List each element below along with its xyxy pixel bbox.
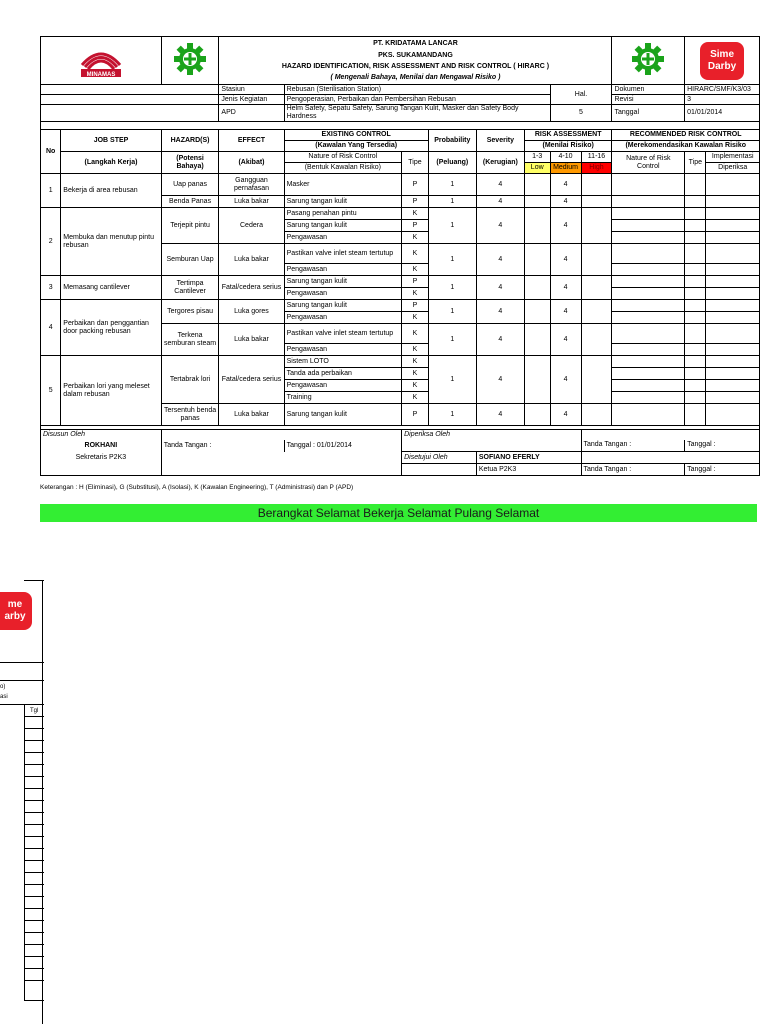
row-control: Pasang penahan pintu [284, 208, 402, 220]
stasiun-label: Stasiun [219, 85, 284, 95]
row-tipe: K [402, 356, 429, 368]
row-probability: 1 [428, 244, 476, 276]
fragment-row-line [24, 776, 44, 777]
col-diperiksa: Diperiksa [706, 163, 760, 174]
row-severity: 4 [476, 244, 524, 276]
row-control: Sistem LOTO [284, 356, 402, 368]
row-risk: 4 [550, 208, 581, 244]
col-rec-tipe: Tipe [685, 152, 706, 174]
diperiksa-label: Diperiksa Oleh [402, 430, 581, 440]
range-low: 1-3 [524, 152, 550, 163]
col-effect-sub: (Akibat) [219, 152, 284, 174]
row-severity: 4 [476, 324, 524, 356]
row-no: 5 [41, 356, 61, 426]
col-severity: Severity [476, 130, 524, 152]
row-control: Sarung tangan kulit [284, 220, 402, 232]
fragment-row-line [24, 896, 44, 897]
row-effect: Luka bakar [219, 324, 284, 356]
row-hazard: Terkena semburan steam [161, 324, 219, 356]
sime-darby-logo [700, 42, 744, 80]
row-risk: 4 [550, 300, 581, 324]
row-control: Pastikan valve inlet steam tertutup [284, 244, 402, 264]
company-name: PT. KRIDATAMA LANCAR [219, 37, 612, 52]
dokumen-value: HIRARC/SMF/K3/03 [685, 85, 760, 95]
tanggal-value: 01/01/2014 [685, 105, 760, 122]
form-title: HAZARD IDENTIFICATION, RISK ASSESSMENT AND RISK CONTROL ( HIRARC ) [281, 63, 550, 71]
apd-label: APD [219, 105, 284, 122]
hirarc-form [40, 36, 760, 476]
row-severity: 4 [476, 208, 524, 244]
disetujui-role: Ketua P2K3 [476, 464, 581, 476]
fragment-row-line [24, 824, 44, 825]
row-control: Pengawasan [284, 232, 402, 244]
fragment-row-line [24, 836, 44, 837]
row-severity: 4 [476, 276, 524, 300]
level-medium: Medium [550, 163, 581, 174]
tanggal-1: Tanggal : 01/01/2014 [284, 440, 402, 452]
sime-darby-logo-partial [0, 592, 32, 630]
info-spacer [41, 105, 219, 122]
fragment-row-line [24, 740, 44, 741]
col-probability: Probability [428, 130, 476, 152]
row-control: Pengawasan [284, 264, 402, 276]
row-no: 1 [41, 174, 61, 208]
row-job-step: Perbaikan dan penggantian door packing rebusan [61, 300, 161, 356]
col-tipe: Tipe [402, 152, 429, 174]
tanggal-label: Tanggal [612, 105, 685, 122]
row-risk: 4 [550, 276, 581, 300]
row-hazard: Tergores pisau [161, 300, 219, 324]
row-tipe: P [402, 174, 429, 196]
fragment-row-line [24, 968, 44, 969]
col-recommended-sub: (Merekomendasikan Kawalan Risiko [612, 141, 760, 152]
row-probability: 1 [428, 208, 476, 244]
row-job-step: Memasang cantilever [61, 276, 161, 300]
col-existing-sub: (Kawalan Yang Tersedia) [284, 141, 428, 152]
col-job-step-sub: (Langkah Kerja) [61, 152, 161, 174]
col-job-step: JOB STEP [61, 130, 161, 152]
disetujui-label: Disetujui Oleh [402, 452, 477, 464]
fragment-row-line [24, 956, 44, 957]
sime-darby-logo-text-1: Sime [710, 48, 735, 60]
row-tipe: K [402, 312, 429, 324]
row-risk: 4 [550, 404, 581, 426]
row-tipe: K [402, 288, 429, 300]
fragment-row-line [24, 920, 44, 921]
row-no: 3 [41, 276, 61, 300]
row-severity: 4 [476, 196, 524, 208]
col-implementasi: Implementasi [706, 152, 760, 163]
sime-darby-logo-partial-text-2: arby [4, 611, 26, 622]
fragment-row-line [24, 752, 44, 753]
fragment-row-line [24, 860, 44, 861]
row-hazard: Tertimpa Cantilever [161, 276, 219, 300]
row-tipe: K [402, 232, 429, 244]
row-probability: 1 [428, 196, 476, 208]
col-risk-sub: (Menilai Risiko) [524, 141, 612, 152]
row-tipe: P [402, 276, 429, 288]
fragment-row-line [24, 788, 44, 789]
row-control: Pengawasan [284, 344, 402, 356]
minamas-logo [78, 37, 124, 81]
kegiatan-value: Pengoperasian, Perbaikan dan Pembersihan Rebusan [284, 95, 550, 105]
row-hazard: Benda Panas [161, 196, 219, 208]
fragment-row-line [24, 800, 44, 801]
fragment-row-line [24, 728, 44, 729]
sime-darby-logo-partial-text-1: me [7, 599, 23, 610]
col-effect: EFFECT [219, 130, 284, 152]
row-risk: 4 [550, 356, 581, 404]
row-hazard: Uap panas [161, 174, 219, 196]
disetujui-name: SOFIANO EFERLY [476, 452, 581, 464]
row-tipe: K [402, 380, 429, 392]
row-job-step: Bekerja di area rebusan [61, 174, 161, 208]
row-tipe: K [402, 324, 429, 344]
fragment-text-a: o) [0, 684, 6, 690]
row-effect: Luka bakar [219, 196, 284, 208]
row-risk: 4 [550, 196, 581, 208]
row-effect: Gangguan pernafasan [219, 174, 284, 196]
row-control: Pengawasan [284, 312, 402, 324]
col-nature: Nature of Risk Control [284, 152, 402, 163]
fragment-text-b: asi [0, 694, 8, 700]
range-high: 11-16 [581, 152, 612, 163]
row-risk: 4 [550, 244, 581, 276]
row-control: Masker [284, 174, 402, 196]
row-probability: 1 [428, 324, 476, 356]
row-control: Pastikan valve inlet steam tertutup [284, 324, 402, 344]
stasiun-value: Rebusan (Sterilisation Station) [284, 85, 550, 95]
row-control: Sarung tangan kulit [284, 196, 402, 208]
row-control: Tanda ada perbaikan [284, 368, 402, 380]
col-nature-sub: (Bentuk Kawalan Risiko) [284, 163, 402, 174]
mill-name: PKS. SUKAMANDANG [378, 52, 453, 60]
revisi-label: Revisi [612, 95, 685, 105]
row-tipe: P [402, 404, 429, 426]
info-spacer [41, 85, 219, 95]
fragment-row-line [24, 872, 44, 873]
row-job-step: Membuka dan menutup pintu rebusan [61, 208, 161, 276]
fragment-row-line [24, 932, 44, 933]
row-probability: 1 [428, 300, 476, 324]
row-control: Sarung tangan kulit [284, 404, 402, 426]
dokumen-label: Dokumen [612, 85, 685, 95]
disusun-name: ROKHANI [41, 440, 162, 452]
row-effect: Luka bakar [219, 404, 284, 426]
row-tipe: K [402, 208, 429, 220]
row-severity: 4 [476, 404, 524, 426]
row-hazard: Semburan Uap [161, 244, 219, 276]
tanda-tangan-3: Tanda Tangan : [581, 464, 685, 476]
row-tipe: K [402, 264, 429, 276]
info-spacer [41, 95, 219, 105]
row-hazard: Tersentuh benda panas [161, 404, 219, 426]
safety-gear-icon [631, 42, 665, 76]
row-tipe: K [402, 368, 429, 380]
row-tipe: K [402, 244, 429, 264]
disusun-role: Sekretaris P2K3 [41, 452, 162, 464]
fragment-row-line [24, 980, 44, 981]
kegiatan-label: Jenis Kegiatan [219, 95, 284, 105]
row-risk: 4 [550, 174, 581, 196]
range-medium: 4-10 [550, 152, 581, 163]
row-tipe: P [402, 300, 429, 312]
disusun-label: Disusun Oleh [41, 430, 162, 440]
row-tipe: P [402, 196, 429, 208]
level-high: High [581, 163, 612, 174]
fragment-row-line [24, 812, 44, 813]
row-severity: 4 [476, 174, 524, 196]
hal-label: Hal. [550, 85, 612, 105]
fragment-row-line [24, 944, 44, 945]
revisi-value: 3 [685, 95, 760, 105]
tanda-tangan-2: Tanda Tangan : [581, 440, 685, 452]
level-low: Low [524, 163, 550, 174]
fragment-row-line [24, 764, 44, 765]
row-probability: 1 [428, 356, 476, 404]
row-probability: 1 [428, 404, 476, 426]
row-effect: Fatal/cedera serius [219, 356, 284, 404]
row-tipe: P [402, 220, 429, 232]
row-severity: 4 [476, 300, 524, 324]
row-control: Training [284, 392, 402, 404]
gear-logo-right-cell [612, 37, 685, 85]
row-effect: Cedera [219, 208, 284, 244]
tanggal-2: Tanggal : [685, 440, 760, 452]
col-existing-control: EXISTING CONTROL [284, 130, 428, 141]
sime-darby-logo-cell [685, 37, 760, 85]
minamas-logo-cell [41, 37, 162, 85]
col-probability-sub: (Peluang) [428, 152, 476, 174]
row-severity: 4 [476, 356, 524, 404]
minamas-logo-text: MINAMAS [86, 72, 116, 78]
col-hazard-sub: (Potensi Bahaya) [161, 152, 219, 174]
safety-gear-icon [173, 42, 207, 76]
fragment-row-line [24, 884, 44, 885]
row-control: Pengawasan [284, 288, 402, 300]
hal-value: 5 [550, 105, 612, 122]
row-control: Sarung tangan kulit [284, 276, 402, 288]
row-job-step: Perbaikan lori yang meleset dalam rebusan [61, 356, 161, 426]
row-probability: 1 [428, 276, 476, 300]
row-effect: Luka gores [219, 300, 284, 324]
row-no: 4 [41, 300, 61, 356]
row-probability: 1 [428, 174, 476, 196]
row-effect: Fatal/cedera serius [219, 276, 284, 300]
col-risk-assessment: RISK ASSESSMENT [524, 130, 612, 141]
form-subtitle: ( Mengenali Bahaya, Menilai dan Mengawal Risiko ) [219, 73, 612, 85]
keterangan-note: Keterangan : H (Eliminasi), G (Substitusi), A (Isolasi), K (Kawalan Engineering), T (Administrasi) dan P (APD) [40, 484, 354, 491]
col-recommended-control: RECOMMENDED RISK CONTROL [612, 130, 760, 141]
row-risk: 4 [550, 324, 581, 356]
tanggal-3: Tanggal : [685, 464, 760, 476]
row-hazard: Terjepit pintu [161, 208, 219, 244]
row-control: Sarung tangan kulit [284, 300, 402, 312]
col-rec-nature: Nature of Risk Control [612, 152, 685, 174]
fragment-text-c: Tgl [30, 708, 39, 714]
row-tipe: K [402, 344, 429, 356]
apd-value: Helm Safety, Sepatu Safety, Sarung Tangan Kulit, Masker dan Safety Body Hardness [284, 105, 550, 122]
row-effect: Luka bakar [219, 244, 284, 276]
sime-darby-logo-text-2: Darby [707, 60, 737, 72]
row-hazard: Tertabrak lori [161, 356, 219, 404]
second-page-fragment [0, 580, 44, 1024]
row-control: Pengawasan [284, 380, 402, 392]
fragment-row-line [24, 848, 44, 849]
spacer-row [41, 122, 760, 130]
row-tipe: K [402, 392, 429, 404]
row-no: 2 [41, 208, 61, 276]
gear-logo-left-cell [161, 37, 219, 85]
fragment-row-line [24, 716, 44, 717]
safety-slogan-banner: Berangkat Selamat Bekerja Selamat Pulang Selamat [40, 504, 757, 522]
col-hazard: HAZARD(S) [161, 130, 219, 152]
fragment-row-line [24, 908, 44, 909]
col-severity-sub: (Kerugian) [476, 152, 524, 174]
col-no: No [41, 130, 61, 174]
tanda-tangan-1: Tanda Tangan : [161, 440, 284, 452]
